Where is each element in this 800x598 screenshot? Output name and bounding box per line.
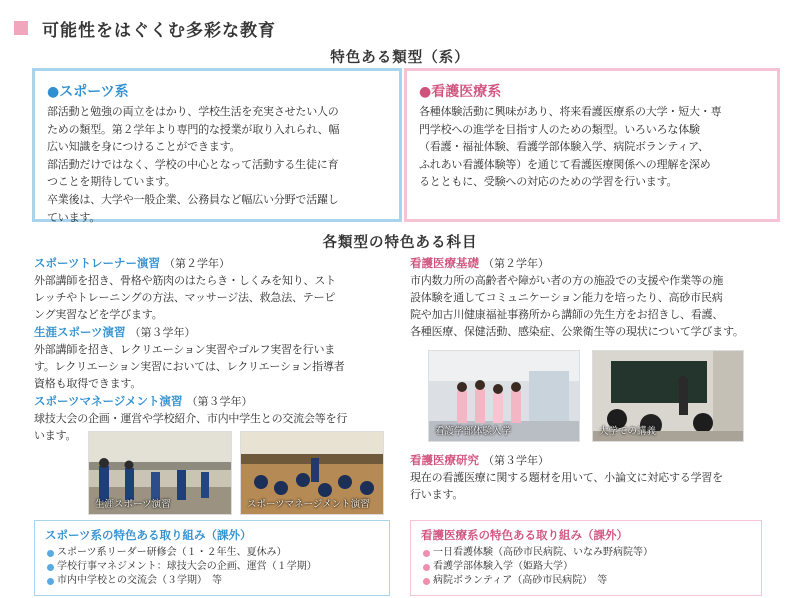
list-item: 看護学部体験入学（姫路大学）	[421, 560, 751, 574]
nursing-subjects-lower	[410, 452, 780, 504]
nursing-trial-photo	[428, 350, 580, 442]
nursing-trial-photo-caption: 看護学部体験入学	[435, 426, 512, 437]
golf-photo	[88, 431, 232, 515]
list-item: 一日看護体験（高砂市民病院、いなみ野病院等）	[421, 546, 751, 560]
nursing-subject-title: 看護医療基礎 （第２学年）	[410, 256, 549, 270]
nursing-activities-box	[410, 520, 762, 596]
list-item: 市内中学校との交流会（３学期） 等	[45, 574, 379, 588]
sports-subject-title: スポーツトレーナー演習 （第２学年）	[34, 256, 231, 270]
sports-subject	[34, 324, 394, 392]
nursing-type-box	[404, 68, 780, 222]
sports-activities-title: スポーツ系の特色ある取り組み（課外）	[45, 528, 252, 542]
sports-subject-title: 生涯スポーツ演習 （第３学年）	[34, 325, 196, 339]
sports-subject-desc: 外部講師を招き、レクリエーション実習やゴルフ実習を行いま す。レクリエーション実習においては、レクリエーション指導者 資格も取得できます。	[34, 343, 345, 390]
sports-type-box	[32, 68, 402, 222]
management-photo-caption: スポーツマネージメント演習	[247, 499, 370, 510]
nursing-subject	[410, 452, 780, 503]
list-item: スポーツ系リーダー研修会（１・２年生、夏休み）	[45, 546, 379, 560]
list-item: 病院ボランティア（高砂市民病院） 等	[421, 574, 751, 588]
sports-subject-desc: 外部講師を招き、骨格や筋肉のはたらき・しくみを知り、スト レッチやトレーニングの方法、マッサージ法、救急法、テーピ ング実習などを学びます。	[34, 274, 336, 321]
sports-type-desc: 部活動と勉強の両立をはかり、学校生活を充実させたい人の ための類型。第２学年より専門的な授業が取り入れられ、幅 広い知識を身につけることができます。 部活動だけではなく、学校の中心となって活動する生徒に育 つことを期待しています。 卒業後は、大学や一般企業、公務員など幅広い分野で活躍し ています。	[47, 105, 340, 224]
sports-subject-desc: 球技大会の企画・運営や学校紹介、市内中学生との交流会等を行 います。	[34, 412, 348, 442]
sports-subjects	[34, 255, 394, 445]
subjects-heading: 各類型の特色ある科目	[322, 235, 478, 251]
nursing-subject-desc: 市内数力所の高齢者や障がい者の方の施設での支援や作業等の施 設体験を通してコミュニケーション能力を培ったり、高砂市民病 院や加古川健康福祉事務所から講師の先生方をお招きし、看護、 各種医療、保健活動、感染症、公衆衛生等の現状について学びます。	[410, 274, 744, 338]
sports-activities-box	[34, 520, 390, 596]
lecture-photo	[592, 350, 744, 442]
header-marker	[14, 21, 28, 35]
nursing-type-desc: 各種体験活動に興味があり、将来看護医療系の大学・短大・専 門学校への進学を目指す人のための類型。いろいろな体験 （看護・福祉体験、看護学部体験入学、病院ボランティア、 ふれあい看護体験等）を通じて看護医療関係への理解を深め るとともに、受験への対応のための学習を行います。	[419, 105, 722, 189]
page-title: 可能性をはぐくむ多彩な教育	[42, 20, 276, 41]
lecture-photo-caption: 大学での講義	[599, 426, 657, 437]
sports-subject-title: スポーツマネージメント演習 （第３学年）	[34, 394, 253, 408]
list-item: 学校行事マネジメント：球技大会の企画、運営（１学期）	[45, 560, 379, 574]
nursing-subject-title: 看護医療研究 （第３学年）	[410, 453, 549, 467]
sports-subject	[34, 255, 394, 323]
nursing-subject-desc: 現在の看護医療に関する題材を用いて、小論文に対応する学習を 行います。	[410, 471, 723, 501]
sports-type-title: ●スポーツ系	[47, 84, 129, 100]
nursing-type-title: ●看護医療系	[419, 84, 502, 100]
nursing-subject	[410, 255, 780, 340]
nursing-subjects	[410, 255, 780, 341]
management-photo	[240, 431, 384, 515]
golf-photo-caption: 生涯スポーツ演習	[95, 499, 171, 510]
types-heading: 特色ある類型（系）	[330, 50, 470, 66]
nursing-activities-title: 看護医療系の特色ある取り組み（課外）	[421, 528, 628, 542]
page-header	[14, 16, 276, 40]
